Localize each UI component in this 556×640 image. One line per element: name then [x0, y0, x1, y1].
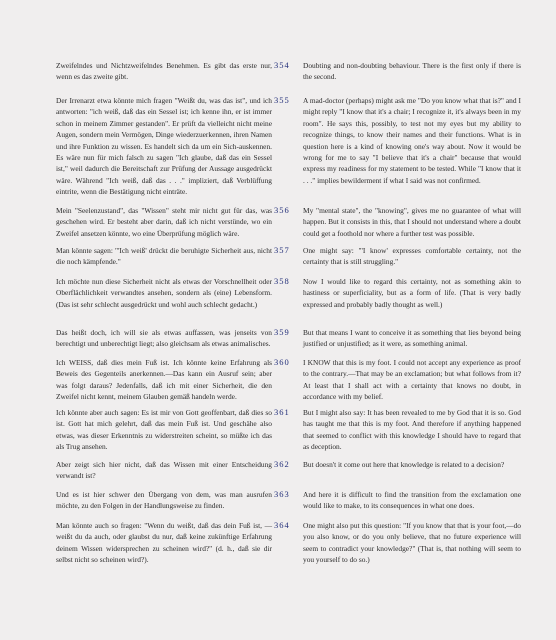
english-text: My "mental state", the "knowing", gives me no guarantee of what will happen. But it consists in this, that I should not understand where a doubt could get a foothold nor where a further test was possible. — [303, 206, 521, 238]
german-text: Und es ist hier schwer den Übergang von dem, was man ausrufen möchte, zu den Folgen in der Handlungsweise zu finden. — [56, 490, 272, 511]
german-text: Das heißt doch, ich will sie als etwas auffassen, was jenseits von berechtigt und unberechtigt liegt; also gleichsam als etwas animalisches. — [56, 328, 272, 349]
section-number: 362 — [274, 459, 290, 469]
section-number: 359 — [274, 327, 290, 337]
german-text: Man könnte sagen: "'Ich weiß' drückt die beruhigte Sicherheit aus, nicht die noch kämpfende." — [56, 246, 272, 267]
german-text: Mein "Seelenzustand", das "Wissen" steht mir nicht gut für das, was geschehen wird. Er besteht aber darin, daß ich nicht verstünde, wo ein Zweifel ansetzen könnte, wo eine Überprüfung möglich wäre. — [56, 206, 272, 238]
english-text: I KNOW that this is my foot. I could not accept any experience as proof to the contrary.—That may be an exclamation; but what follows from it? At least that I shall act with a certainty that knows no doubt, in accordance with my belief. — [303, 358, 521, 402]
english-text: But I might also say: It has been revealed to me by God that it is so. God has taught me that this is my foot. And therefore if anything happened that seemed to conflict with this knowledge I should have to regard that as deception. — [303, 408, 521, 452]
german-text: Aber zeigt sich hier nicht, daß das Wissen mit einer Entscheidung verwandt ist? — [56, 460, 272, 481]
english-text: And here it is difficult to find the transition from the exclamation one would like to make, to its consequences in what one does. — [303, 490, 521, 511]
section-number: 363 — [274, 489, 290, 499]
german-text: Der Irrenarzt etwa könnte mich fragen "Weißt du, was das ist", und ich antworten: "ich weiß, daß das ein Sessel ist; ich kenne ihn, er ist immer schon in meinem Zimmer gestanden". Er prüft da vielleicht nicht meine Augen, sondern mein Vermögen, Dinge wiederzuerkennen, ihren Namen und ihre Funktion zu wissen. Es handelt sich da um ein Sich-auskennen. Es wäre nun für mich falsch zu sagen "Ich glaube, daß das ein Sessel ist," weil dadurch die Bereitschaft zur Prüfung der Aussage ausgedrückt wäre. Während "Ich weiß, daß das . . ." impliziert, daß Verblüffung eintrite, wenn die Bestätigung nicht einträte. — [56, 96, 272, 197]
english-text: Now I would like to regard this certainty, not as something akin to hastiness or superficiality, but as a form of life. (That is very badly expressed and probably badly thought as well.) — [303, 277, 521, 309]
english-text: Doubting and non-doubting behaviour. There is the first only if there is the second. — [303, 61, 521, 82]
section-number: 358 — [274, 276, 290, 286]
german-text: Zweifelndes und Nichtzweifelndes Benehmen. Es gibt das erste nur, wenn es das zweite gibt. — [56, 61, 272, 82]
section-number: 355 — [274, 95, 290, 105]
german-text: Ich möchte nun diese Sicherheit nicht als etwas der Vorschnellheit oder Oberflächlichkeit verwandtes ansehen, sondern als (eine) Lebensform. (Das ist sehr schlecht ausgedrückt und wohl auch schlecht gedacht.) — [56, 277, 272, 309]
german-text: Man könnte auch so fragen: "Wenn du weißt, daß das dein Fuß ist, —weißt du da auch, oder glaubst du nur, daß keine zukünftige Erfahrung deinem Wissen widersprechen zu scheinen wird?" (d. h., daß sie dir selbst nicht so scheinen wird?). — [56, 521, 272, 565]
section-number: 357 — [274, 245, 290, 255]
english-text: One might also put this question: "If you know that that is your foot,—do you also know, or do you only believe, that no future experience will seem to contradict your knowledge?" (That is, that nothing will seem to you yourself to do so.) — [303, 521, 521, 565]
english-text: But doesn't it come out here that knowledge is related to a decision? — [303, 460, 505, 469]
section-number: 356 — [274, 205, 290, 215]
english-text: One might say: "'I know' expresses comfortable certainty, not the certainty that is still struggling." — [303, 246, 521, 267]
section-number: 361 — [274, 407, 290, 417]
german-text: Ich WEISS, daß dies mein Fuß ist. Ich könnte keine Erfahrung als Beweis des Gegenteils anerkennen.—Das kann ein Ausruf sein; aber was folgt daraus? Jedenfalls, daß ich mit einer Sicherheit, die den Zweifel nicht kennt, meinem Glauben gemäß handeln werde. — [56, 358, 272, 402]
english-text: But that means I want to conceive it as something that lies beyond being justified or unjustified; as it were, as something animal. — [303, 328, 521, 349]
german-text: Ich könnte aber auch sagen: Es ist mir von Gott geoffenbart, daß dies so ist. Gott hat mich gelehrt, daß das mein Fuß ist. Und geschähe also etwas, was dieser Erkenntnis zu widerstreiten scheint, so müßte ich das als Trug ansehen. — [56, 408, 272, 452]
english-text: A mad-doctor (perhaps) might ask me "Do you know what that is?" and I might reply "I know that it's a chair; I recognize it, it's always been in my room". He says this, possibly, to test not my eyes but my ability to recognize things, to know their names and their functions. What is in question here is a kind of knowing one's way about. Now it would be wrong for me to say "I believe that it's a chair" because that would express my readiness for my statement to be tested. While "I know that it . . ." implies bewilderment if what I said was not confirmed. — [303, 96, 521, 185]
section-number: 364 — [274, 520, 290, 530]
section-number: 354 — [274, 60, 290, 70]
section-number: 360 — [274, 357, 290, 367]
